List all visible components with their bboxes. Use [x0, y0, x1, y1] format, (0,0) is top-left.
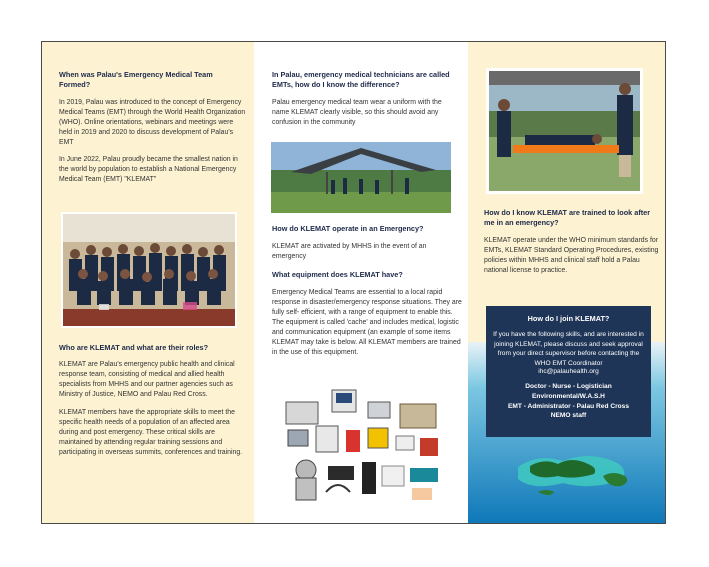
paragraph-activated: KLEMAT are activated by MHHS in the event of an emergency	[272, 243, 427, 260]
paragraph-2019: In 2019, Palau was introduced to the concept of Emergency Medical Teams (EMT) through the World Health Organization (WHO). Online orientations, webinars and meetings were held in 2019 and 2020 to discuss development of Palau's EMT	[59, 99, 246, 146]
roles-line-3: EMT - Administrator - Palau Red Cross	[507, 402, 630, 410]
tent-field-photo	[271, 142, 451, 213]
join-klemat-callout	[486, 306, 651, 437]
coordinator-email-link[interactable]: ihc@palauhealth.org	[538, 368, 599, 375]
callout-body: If you have the following skills, and are interested in joining KLEMAT, please discuss and seek approval from your direct supervisor before contacting the WHO EMT Coordinator	[493, 331, 644, 367]
paragraph-equipment: Emergency Medical Teams are essential to a local rapid response in disaster/emergency response situations. They are fully self- efficient, with a range of equipment to enable this. The equipment is called 'cache' and includes medical, logistic and communication equipment (an example of some items KLEMAT may take is below. All KLEMAT members are trained in the use of this equipment.	[272, 289, 462, 356]
brochure-sheet	[41, 41, 666, 524]
heading-who-are-klemat: Who are KLEMAT and what are their roles?	[59, 343, 209, 352]
roles-line-2: Environmental/W.A.S.H	[532, 392, 605, 400]
paragraph-uniform: Palau emergency medical team wear a uniform with the name KLEMAT clearly visible, so this should avoid any confusion in the community	[272, 99, 442, 126]
heading-how-operate: How do KLEMAT operate in an Emergency?	[272, 224, 424, 233]
panel-right	[468, 42, 666, 523]
heading-equipment: What equipment does KLEMAT have?	[272, 270, 403, 279]
panel-middle	[254, 42, 468, 523]
paragraph-standards: KLEMAT operate under the WHO minimum standards for EMTs, KLEMAT Standard Operating Procedures, existing policies within MHHS and clinical staff hold a Palau national license to practice.	[484, 237, 659, 274]
paragraph-june-2022: In June 2022, Palau proudly became the smallest nation in the world by population to establish a National Emergency Medical Team (EMT) "KLEMAT"	[59, 156, 238, 183]
equipment-cache-image	[276, 382, 448, 510]
roles-line-1: Doctor - Nurse - Logistician	[525, 383, 612, 390]
team-group-photo	[61, 212, 237, 328]
heading-when-formed: When was Palau's Emergency Medical Team Formed?	[59, 70, 213, 89]
callout-title: How do I join KLEMAT?	[527, 314, 610, 323]
panel-left	[42, 42, 254, 523]
roles-line-4: NEMO staff	[550, 412, 587, 420]
paragraph-klemat-skills: KLEMAT members have the appropriate skills to meet the specific health needs of a population of an affected area during and post emergency. These critical skills are maintained by attending regular training sessions and participating in overseas summits, conferences and training.	[59, 409, 243, 456]
heading-trained: How do I know KLEMAT are trained to look after me in an emergency?	[484, 208, 651, 227]
heading-emt-difference: In Palau, emergency medical technicians are called EMTs, how do I know the difference?	[272, 70, 450, 89]
paragraph-klemat-team: KLEMAT are Palau's emergency public health and clinical response team, consisting of medical and allied health specialists from MHHS and our partner agencies such as Ministry of Justice, NEMO and Palau Red Cross.	[59, 361, 235, 398]
stretcher-training-photo	[486, 68, 643, 194]
